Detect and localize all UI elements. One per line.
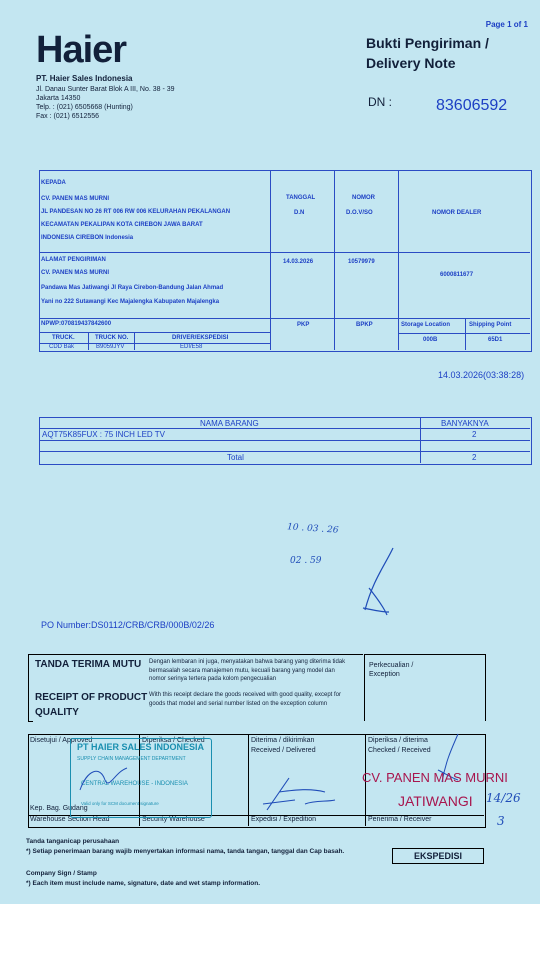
tanggal-label: TANGGAL — [286, 195, 316, 201]
tanggal-value: 14.03.2026 — [283, 259, 314, 265]
company-address-2: Jakarta 14350 — [36, 95, 81, 102]
kepada-address-1: JL PANDESAN NO 26 RT 006 RW 006 KELURAHAN PEKALANGAN — [41, 209, 231, 215]
footer-note-2-title: Company Sign / Stamp — [26, 870, 97, 877]
page-indicator: Page 1 of 1 — [485, 20, 528, 29]
stamp-line-4: Valid only for SCM document signature — [81, 801, 159, 806]
dn-col-label: D.N — [294, 210, 305, 216]
received-checked-label-1: Diperiksa / diterima — [368, 737, 428, 744]
truckno-label: TRUCK NO. — [95, 335, 129, 341]
item-name: AQT75K85FUX : 75 INCH LED TV — [42, 430, 166, 439]
alamat-name: CV. PANEN MAS MURNI — [41, 270, 110, 276]
delivered-label-1: Diterima / dikirimkan — [251, 737, 315, 744]
exception-label-2: Exception — [369, 671, 400, 678]
dn-number: 83606592 — [436, 97, 508, 114]
items-total-qty: 2 — [472, 453, 477, 462]
company-address-1: Jl. Danau Sunter Barat Blok A III, No. 38 - 39 — [36, 86, 175, 93]
warehouse-label-id: Kep. Bag. Gudang — [30, 805, 88, 812]
company-fax: Fax : (021) 6512556 — [36, 113, 100, 120]
receipt-title-en-1: RECEIPT OF PRODUCT — [35, 692, 148, 703]
truck-label: TRUCK. — [52, 335, 75, 341]
approver-signature — [75, 760, 135, 800]
footer-note-2: *) Each item must include name, signature, date and wet stamp information. — [26, 880, 261, 887]
receiver-handwritten-bottom: 3 — [497, 814, 505, 828]
footer-note-1-title: Tanda tanganicap perusahaan — [26, 838, 120, 845]
stamp-line-1: PT HAIER SALES INDONESIA — [77, 742, 205, 752]
receipt-bracket-left — [28, 654, 33, 722]
kepada-name: CV. PANEN MAS MURNI — [41, 196, 110, 202]
expedition-signature — [255, 770, 345, 815]
driver-label: DRIVER/EKSPEDISI — [172, 335, 229, 341]
warehouse-label-en: Warehouse Section Head — [30, 816, 110, 823]
receipt-title-en-2: QUALITY — [35, 707, 79, 718]
npwp: NPWP:070819437842600 — [41, 321, 112, 327]
receiver-handwritten-top: 14/26 — [486, 791, 521, 805]
footer-note-1: *) Setiap penerimaan barang wajib menyertakan informasi nama, tanda tangan, tanggal dan Cap basah. — [26, 848, 345, 855]
item-qty: 2 — [472, 430, 477, 439]
stamp-line-2: SUPPLY CHAIN MANAGEMENT DEPARTMENT — [77, 756, 186, 762]
items-total-label: Total — [227, 453, 244, 462]
items-header-qty: BANYAKNYA — [441, 419, 489, 428]
dealer-value: 6000811677 — [440, 272, 474, 278]
kepada-label: KEPADA — [41, 180, 66, 186]
shipping-label: Shipping Point — [469, 322, 512, 328]
storage-label: Storage Location — [401, 322, 451, 328]
receipt-desc-en: With this receipt declare the goods received with good quality, except for goods that model and serial number listed on the exception column — [149, 692, 341, 707]
exception-label-1: Perkecualian / — [369, 662, 414, 669]
company-telp: Telp. : (021) 6505668 (Hunting) — [36, 104, 133, 111]
dovso-label: D.O.V/SO — [346, 210, 373, 216]
received-checked-label-2: Checked / Received — [368, 747, 431, 754]
storage-value: 000B — [423, 337, 438, 343]
shipping-value: 65D1 — [488, 337, 503, 343]
doc-title-2: Delivery Note — [366, 55, 456, 71]
alamat-address-1: Pandawa Mas Jatiwangi Jl Raya Cirebon-Bandung Jalan Ahmad — [41, 285, 224, 291]
stamp-line-3: CENTRAL WAREHOUSE - INDONESIA — [81, 781, 188, 787]
receipt-desc-id: Dengan lembaran ini juga, menyatakan bahwa barang yang diterima tidak bermasalah secara manajemen mutu, kecuali barang yang model dan nomor serinya tertera pada kolom pengecualian — [149, 659, 346, 682]
expedisi-label: Expedisi / Expedition — [251, 816, 316, 823]
receipt-title-id: TANDA TERIMA MUTU — [35, 659, 142, 670]
receiver-stamp-line-2: JATIWANGI — [398, 793, 473, 809]
dn-label: DN : — [368, 95, 392, 109]
ekspedisi-box — [392, 848, 484, 864]
haier-logo: Haier — [36, 29, 127, 71]
truckno-value: B9059JYV — [96, 344, 125, 350]
company-name: PT. Haier Sales Indonesia — [36, 74, 133, 83]
receiver-label: Penerima / Receiver — [368, 816, 432, 823]
timestamp: 14.03.2026(03:38:28) — [438, 370, 525, 380]
handwritten-time: 02 . 59 — [290, 556, 322, 566]
signature-mark — [355, 540, 405, 620]
security-label: Security Warehouse — [142, 816, 205, 823]
handwritten-date: 10 . 03 . 26 — [286, 522, 339, 536]
po-number: PO Number:DS0112/CRB/CRB/000B/02/26 — [41, 620, 215, 630]
kepada-address-3: INDONESIA CIREBON Indonesia — [41, 235, 134, 241]
delivered-label-2: Received / Delivered — [251, 747, 316, 754]
truck-value: CDD Bak — [49, 344, 75, 350]
alamat-label: ALAMAT PENGIRIMAN — [41, 257, 106, 263]
ekspedisi-label: EKSPEDISI — [413, 851, 462, 861]
doc-title-1: Bukti Pengiriman / — [366, 35, 489, 51]
pkp-label: PKP — [297, 322, 310, 328]
bpkp-label: BPKP — [356, 322, 373, 328]
dealer-label: NOMOR DEALER — [432, 210, 482, 216]
kepada-address-2: KECAMATAN PEKALIPAN KOTA CIREBON JAWA BARAT — [41, 222, 203, 228]
nomor-label: NOMOR — [352, 195, 375, 201]
checked-label: Diperiksa / Checked — [142, 737, 205, 744]
nomor-value: 10579979 — [348, 259, 375, 265]
receiver-stamp-line-1: CV. PANEN MAS MURNI — [362, 770, 508, 785]
approved-label: Disetujui / Approved — [30, 737, 93, 744]
items-header-name: NAMA BARANG — [200, 419, 259, 428]
alamat-address-2: Yani no 222 Sutawangi Kec Majalengka Kabupaten Majalengka — [41, 299, 220, 305]
driver-value: EDI/E58 — [180, 344, 203, 350]
